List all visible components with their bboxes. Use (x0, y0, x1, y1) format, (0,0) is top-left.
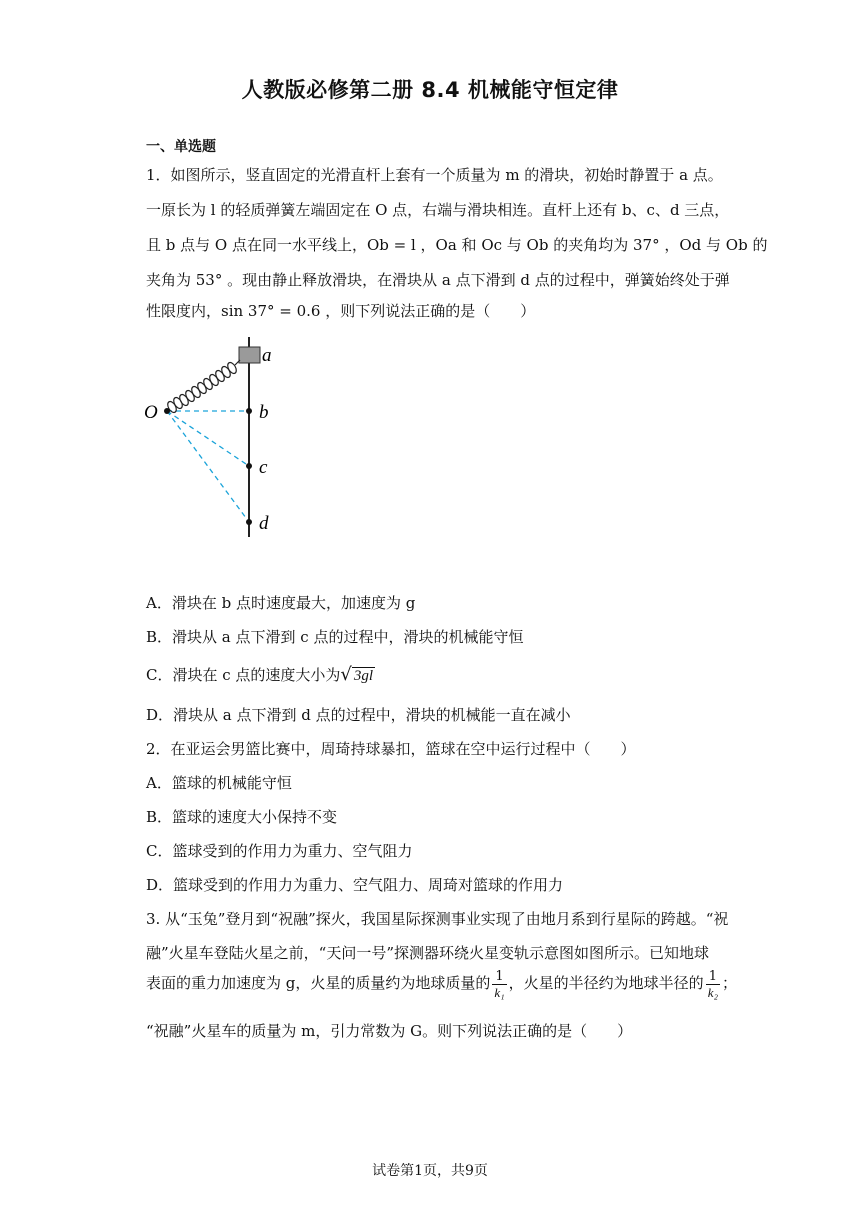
label-a: a (262, 345, 272, 366)
spring-rod-figure (140, 332, 300, 542)
q1-option-c-text: C．滑块在 c 点的速度大小为 (146, 666, 341, 684)
q2-option-d: D．篮球受到的作用力为重力、空气阻力、周琦对篮球的作用力 (146, 876, 564, 894)
dashed-line-od (167, 411, 249, 522)
label-c: c (259, 457, 268, 478)
q1-stem-line-5: 性限度内，sin 37° = 0.6 ，则下列说法正确的是（ ） (146, 302, 536, 320)
frac1-numerator: 1 (492, 969, 506, 985)
q1-stem-line-1: 1．如图所示，竖直固定的光滑直杆上套有一个质量为 m 的滑块，初始时静置于 a 点。 (146, 166, 723, 184)
section-heading: 一、单选题 (146, 139, 216, 155)
frac1-denominator: k₁ (494, 984, 505, 1000)
frac2-denominator: k₂ (707, 984, 718, 1000)
label-d: d (259, 513, 269, 534)
q3-line3-part-a: 表面的重力加速度为 g，火星的质量约为地球质量的 (146, 974, 491, 992)
point-c (246, 463, 252, 469)
point-d (246, 519, 252, 525)
slider-block (239, 347, 260, 363)
q1-option-c-radicand: 3gl (353, 668, 374, 684)
fraction-1-over-k2 (706, 969, 720, 1000)
q1-option-c: C．滑块在 c 点的速度大小为√ 3gl (146, 664, 374, 685)
q1-stem-line-4: 夹角为 53° 。现由静止释放滑块，在滑块从 a 点下滑到 d 点的过程中，弹簧始终处于弹 (146, 271, 730, 289)
q1-stem-line-3: 且 b 点与 O 点在同一水平线上，Ob = l ，Oa 和 Oc 与 Ob 的夹角均为 37° ，Od 与 Ob 的 (146, 236, 768, 254)
q1-option-b: B．滑块从 a 点下滑到 c 点的过程中，滑块的机械能守恒 (146, 628, 524, 646)
q3-line3-part-c: ； (721, 974, 737, 992)
q2-option-a: A．篮球的机械能守恒 (146, 774, 292, 792)
label-o: O (144, 402, 158, 423)
fraction-1-over-k1 (492, 969, 506, 1000)
spring (166, 360, 240, 414)
q2-option-c: C．篮球受到的作用力为重力、空气阻力 (146, 842, 413, 860)
label-b: b (259, 402, 269, 423)
q3-stem-line-2: 融”火星车登陆火星之前，“天问一号”探测器环绕火星变轨示意图如图所示。已知地球 (146, 944, 710, 962)
q3-stem-line-4: “祝融”火星车的质量为 m，引力常数为 G。则下列说法正确的是（ ） (146, 1022, 633, 1040)
q1-stem-line-2: 一原长为 l 的轻质弹簧左端固定在 O 点，右端与滑块相连。直杆上还有 b、c、d 三点， (146, 201, 730, 219)
page-title: 人教版必修第二册 8.4 机械能守恒定律 (241, 78, 619, 102)
dashed-line-oc (167, 411, 249, 466)
frac2-numerator: 1 (706, 969, 720, 985)
q1-option-d: D．滑块从 a 点下滑到 d 点的过程中，滑块的机械能一直在减小 (146, 706, 571, 724)
point-o (164, 408, 170, 414)
q2-option-b: B．篮球的速度大小保持不变 (146, 808, 338, 826)
q3-stem-line-3 (146, 968, 737, 1000)
q1-option-a: A．滑块在 b 点时速度最大，加速度为 g (146, 594, 416, 612)
q3-stem-line-1: 3. 从“玉兔”登月到“祝融”探火，我国星际探测事业实现了由地月系到行星际的跨越。“祝 (146, 910, 729, 928)
q2-stem: 2．在亚运会男篮比赛中，周琦持球暴扣，篮球在空中运行过程中（ ） (146, 740, 636, 758)
q3-line3-part-b: ，火星的半径约为地球半径的 (508, 974, 704, 992)
page-footer: 试卷第1页，共9页 (372, 1163, 488, 1179)
point-b (246, 408, 252, 414)
